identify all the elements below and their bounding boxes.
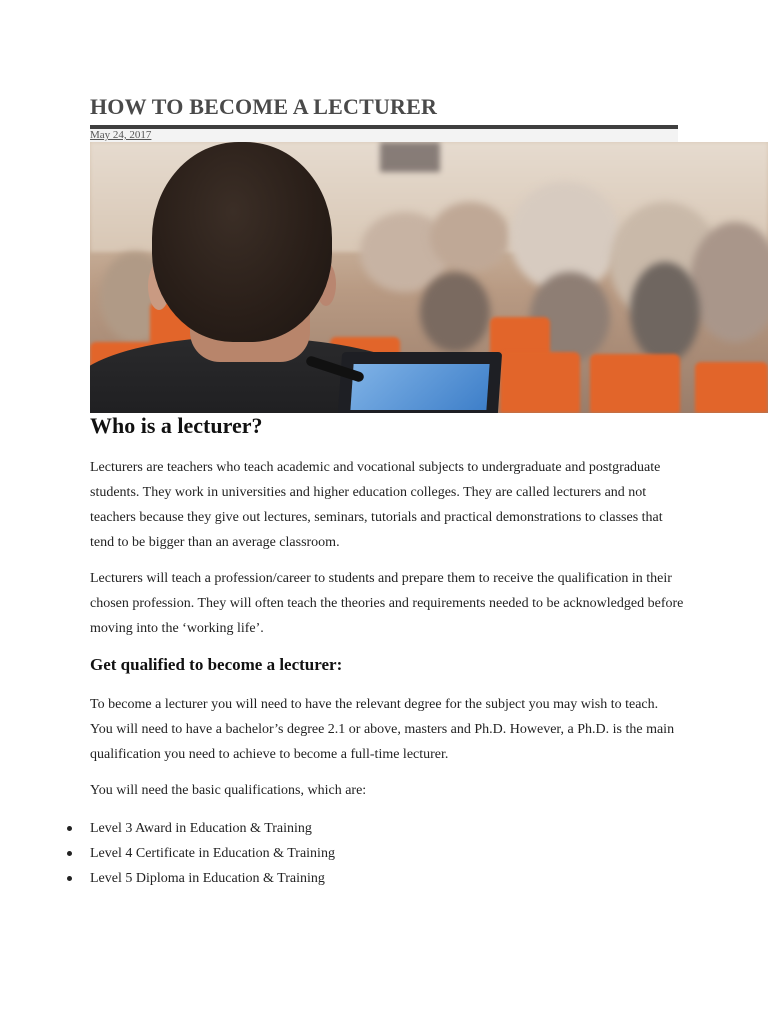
section-heading-get-qualified: Get qualified to become a lecturer: — [90, 655, 343, 674]
bullet-icon — [67, 876, 72, 881]
laptop-screen — [350, 364, 489, 410]
orange-seat — [695, 362, 768, 413]
speaker-head — [152, 142, 332, 342]
text-line: students. They work in universities and higher education colleges. They are called lecturers and not — [90, 485, 647, 500]
text-line: You will need to have a bachelor’s degree 2.1 or above, masters and Ph.D. However, a Ph.D. is the main — [90, 722, 675, 737]
orange-seat — [500, 352, 580, 413]
text-line: chosen profession. They will often teach the theories and requirements needed to be acknowledged before — [90, 596, 684, 611]
audience-blur — [690, 222, 768, 342]
article-title: HOW TO BECOME A LECTURER — [90, 94, 438, 119]
bullet-icon — [67, 826, 72, 831]
text-line: teachers because they give out lectures, seminars, tutorials and practical demonstrations to classes that — [90, 510, 663, 525]
date-bar — [90, 129, 678, 142]
paragraph-basic-qualifications — [90, 778, 690, 803]
audience-blur — [430, 202, 510, 272]
paragraph-degree-requirements — [90, 692, 690, 767]
paragraph-lecturer-role — [90, 566, 690, 641]
audience-blur — [630, 262, 700, 362]
qualification-level-3: Level 3 Award in Education & Training — [90, 821, 312, 836]
text-line: moving into the ‘working life’. — [90, 621, 264, 636]
section-heading-who-is-a-lecturer: Who is a lecturer? — [90, 413, 263, 438]
article-date-link[interactable]: May 24, 2017 — [90, 129, 152, 141]
text-line: You will need the basic qualifications, which are: — [90, 783, 367, 798]
qualification-level-4: Level 4 Certificate in Education & Training — [90, 846, 335, 861]
qualification-level-5: Level 5 Diploma in Education & Training — [90, 871, 325, 886]
text-line: qualification you need to achieve to become a full-time lecturer. — [90, 747, 449, 762]
bullet-icon — [67, 851, 72, 856]
audience-blur — [420, 272, 490, 352]
hero-image — [90, 142, 768, 413]
paragraph-lecturer-definition — [90, 455, 690, 555]
text-line: To become a lecturer you will need to have the relevant degree for the subject you may wish to teach. — [90, 697, 659, 712]
text-line: Lecturers will teach a profession/career to students and prepare them to receive the qualification in their — [90, 571, 672, 586]
orange-seat — [590, 354, 680, 413]
ceiling-fixture — [380, 142, 440, 172]
text-line: tend to be bigger than an average classroom. — [90, 535, 340, 550]
orange-seat — [490, 317, 550, 357]
text-line: Lecturers are teachers who teach academic and vocational subjects to undergraduate and postgraduate — [90, 460, 661, 475]
